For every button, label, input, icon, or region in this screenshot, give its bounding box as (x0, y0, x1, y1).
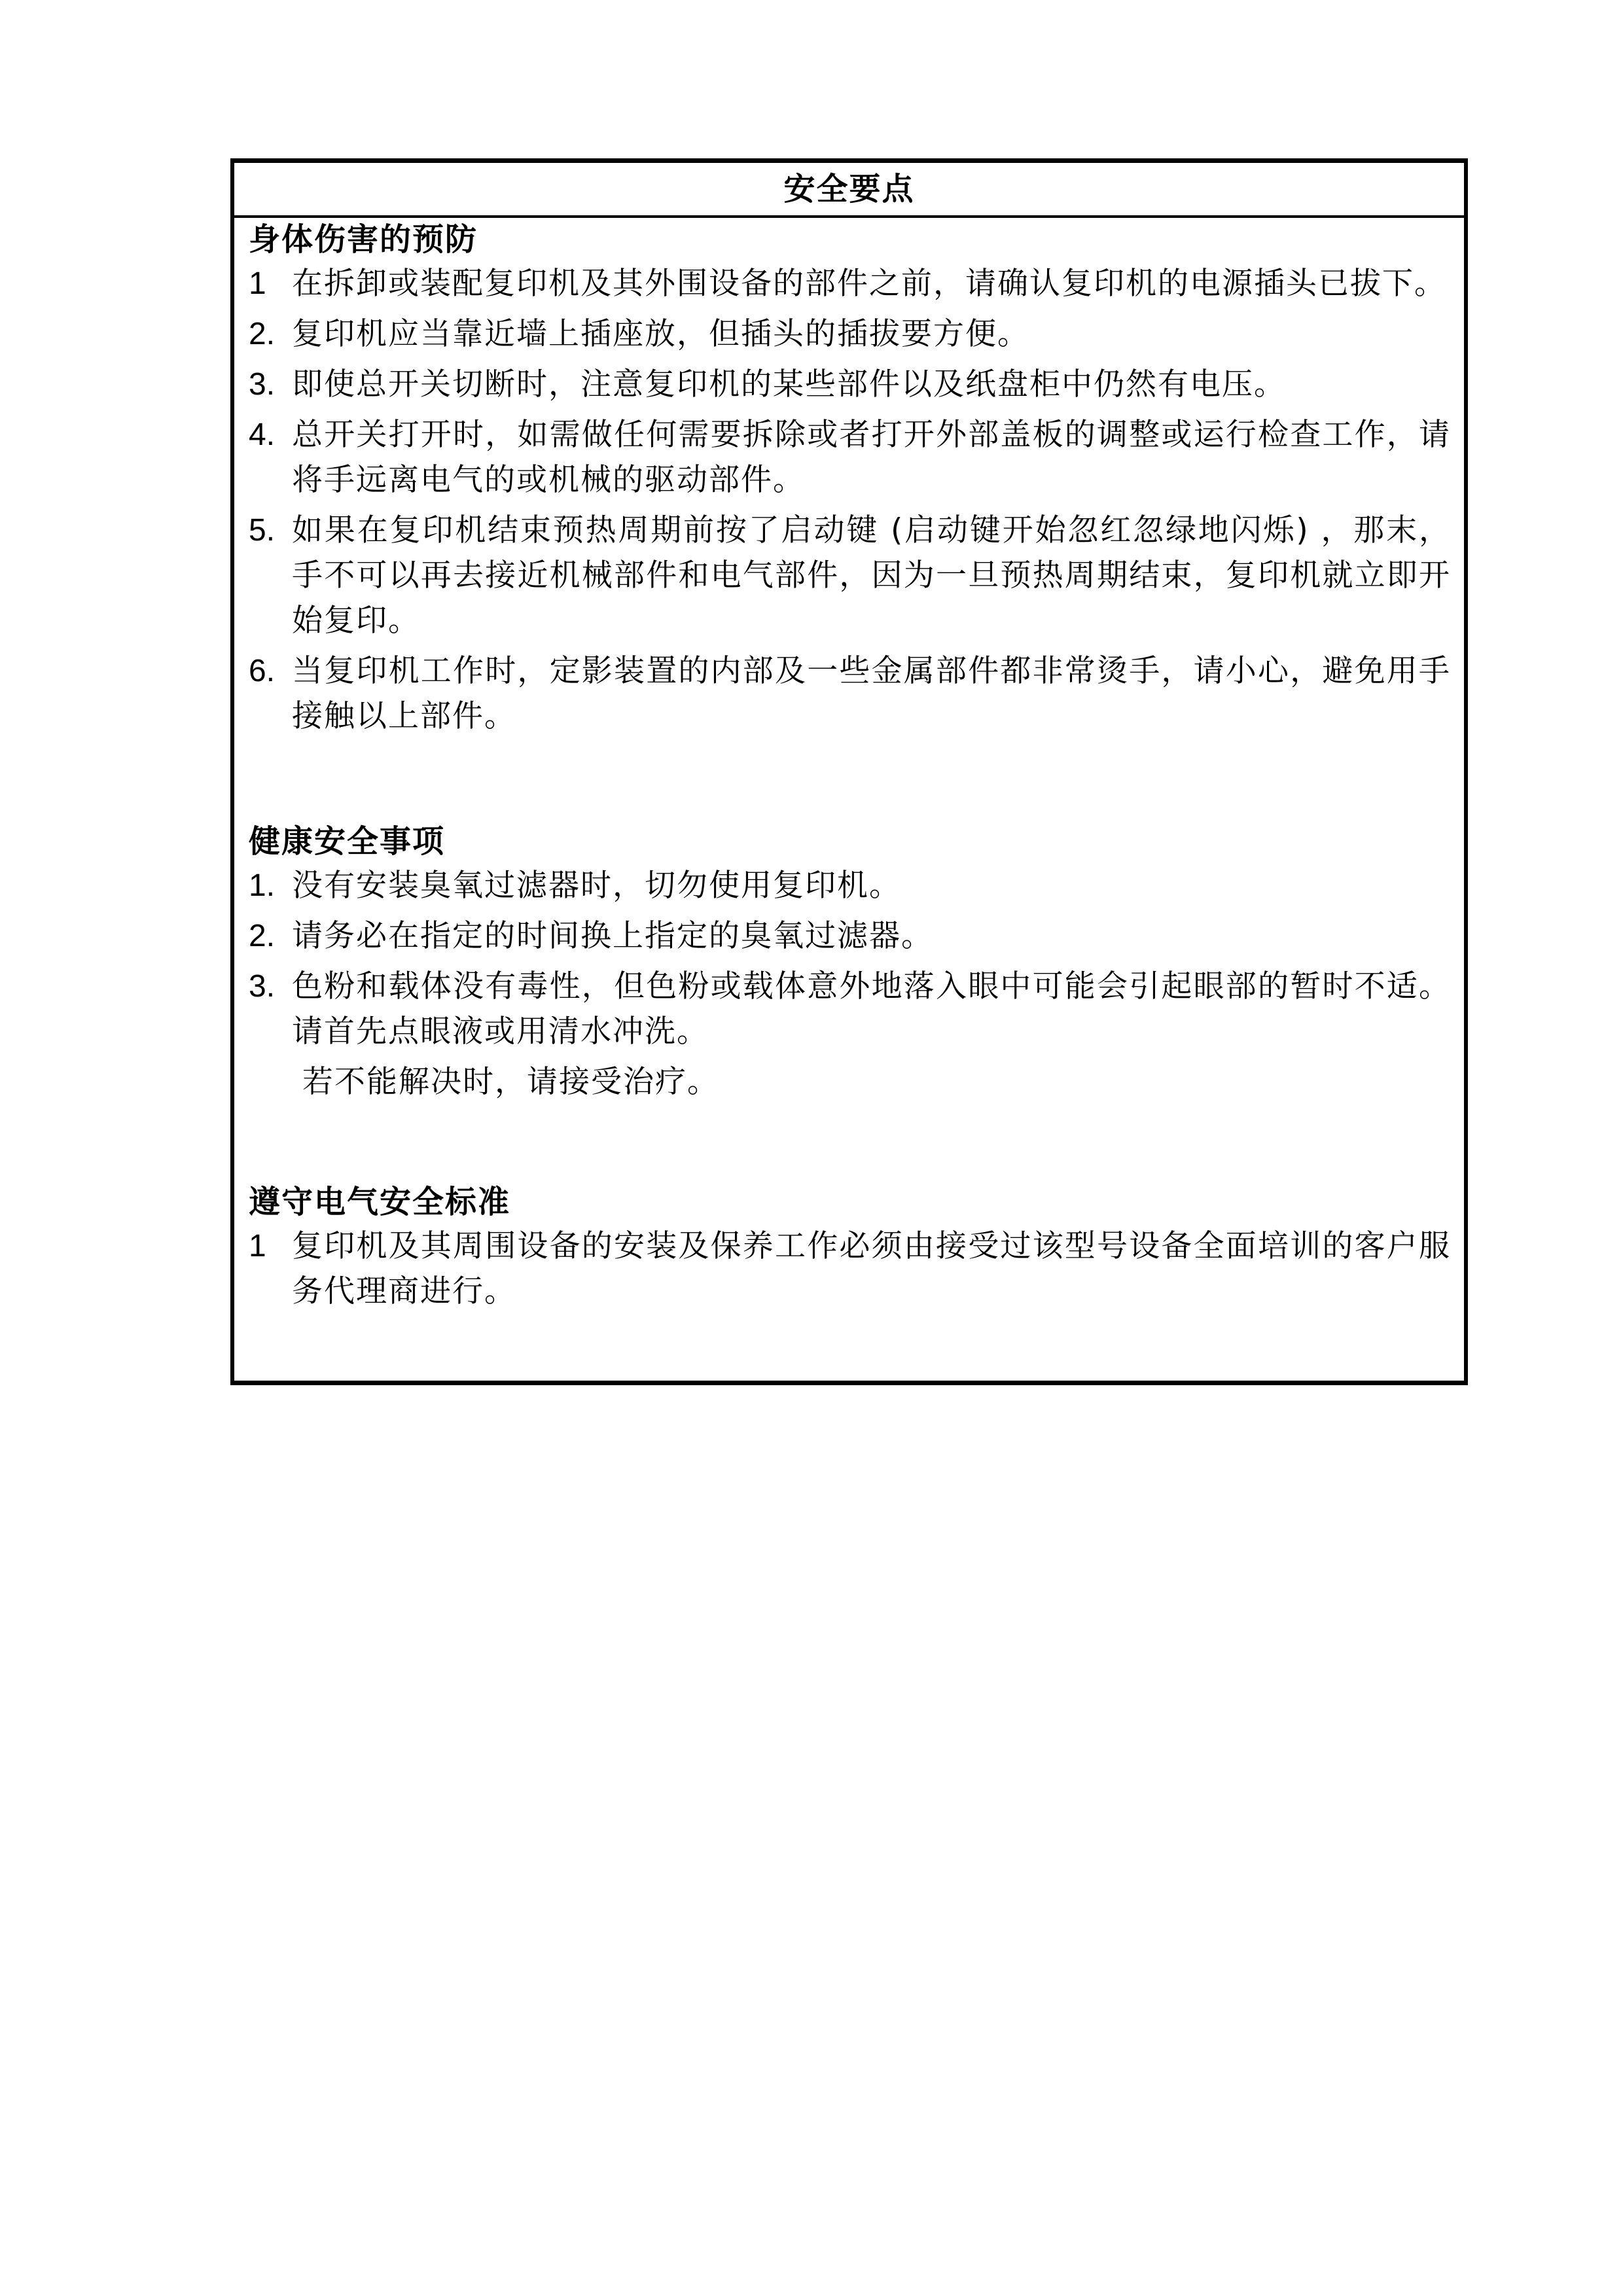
list-item (249, 1224, 1451, 1314)
item-number: 3. (249, 969, 276, 1004)
list-item (249, 964, 1451, 1054)
list-item (249, 311, 1451, 357)
item-note: 若不能解决时，请接受治疗。 (302, 1064, 719, 1100)
item-text: 没有安装臭氧过滤器时，切勿使用复印机。 (292, 868, 901, 904)
item-text: 如果在复印机结束预热周期前按了启动键 (启动键开始忽红忽绿地闪烁) ，那末，手不可以再去接近机械部件和电气部件，因为一旦预热周期结束，复印机就立即开始复印。 (292, 512, 1451, 639)
item-number: 2. (249, 317, 276, 351)
section-heading: 身体伤害的预防 (249, 221, 478, 258)
item-number: 1 (249, 266, 266, 301)
item-text: 即使总开关切断时，注意复印机的某些部件以及纸盘柜中仍然有电压。 (292, 366, 1286, 402)
spacer (249, 1104, 1451, 1180)
item-number: 1. (249, 868, 276, 903)
document-title: 安全要点 (783, 171, 915, 207)
table-body (234, 218, 1464, 1314)
item-number: 2. (249, 919, 276, 953)
item-text: 色粉和载体没有毒性，但色粉或载体意外地落入眼中可能会引起眼部的暂时不适。请首先点眼液或用清水冲洗。 (292, 968, 1451, 1050)
spacer (249, 744, 1451, 820)
list-item (249, 412, 1451, 503)
item-number: 3. (249, 367, 276, 402)
item-text: 复印机及其周围设备的安装及保养工作必须由接受过该型号设备全面培训的客户服务代理商进行。 (292, 1228, 1451, 1309)
list-item (249, 863, 1451, 908)
item-number: 1 (249, 1229, 266, 1263)
item-number: 4. (249, 417, 276, 452)
table-header (234, 163, 1464, 218)
item-text: 总开关打开时，如需做任何需要拆除或者打开外部盖板的调整或运行检查工作，请将手远离电气的或机械的驱动部件。 (292, 417, 1451, 498)
list-item (249, 261, 1451, 306)
item-text: 复印机应当靠近墙上插座放，但插头的插拔要方便。 (292, 316, 1029, 352)
list-item (249, 913, 1451, 959)
item-number: 5. (249, 513, 276, 548)
section-heading: 遵守电气安全标准 (249, 1184, 511, 1220)
section-heading: 健康安全事项 (249, 823, 446, 860)
list-item (249, 362, 1451, 407)
item-text: 在拆卸或装配复印机及其外围设备的部件之前，请确认复印机的电源插头已拔下。 (292, 266, 1446, 302)
section-health-safety (249, 820, 1451, 1104)
list-item (249, 508, 1451, 643)
item-text: 当复印机工作时，定影装置的内部及一些金属部件都非常烫手，请小心，避免用手接触以上部件。 (292, 653, 1451, 734)
list-item (249, 648, 1451, 739)
item-number: 6. (249, 654, 276, 688)
section-electrical-standards (249, 1180, 1451, 1314)
section-injury-prevention (249, 218, 1451, 739)
item-text: 请务必在指定的时间换上指定的臭氧过滤器。 (292, 918, 933, 954)
safety-notes-table (230, 158, 1468, 1385)
